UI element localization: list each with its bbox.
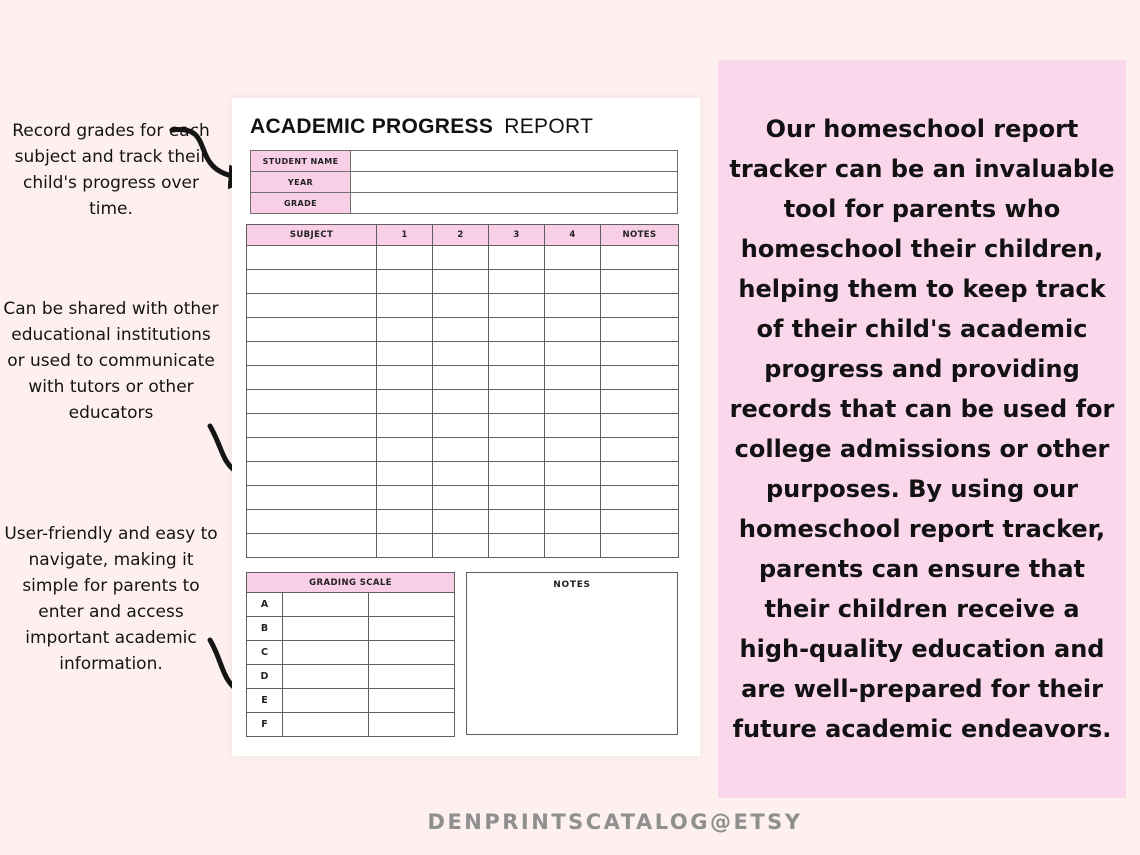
empty-cell	[247, 390, 377, 414]
grading-row	[247, 665, 455, 689]
empty-cell	[545, 462, 601, 486]
column-header-term3: 3	[489, 225, 545, 246]
empty-cell	[433, 366, 489, 390]
empty-cell	[283, 713, 369, 737]
empty-cell	[545, 366, 601, 390]
empty-cell	[545, 246, 601, 270]
empty-cell	[247, 414, 377, 438]
empty-cell	[247, 270, 377, 294]
subject-table-body	[247, 246, 679, 558]
column-header-notes: NOTES	[601, 225, 679, 246]
grading-row	[247, 689, 455, 713]
student-name-label: STUDENT NAME	[251, 151, 351, 172]
empty-cell	[433, 534, 489, 558]
subject-row	[247, 390, 679, 414]
empty-cell	[489, 318, 545, 342]
empty-cell	[545, 510, 601, 534]
grading-row	[247, 593, 455, 617]
empty-cell	[601, 510, 679, 534]
empty-cell	[377, 246, 433, 270]
empty-cell	[601, 318, 679, 342]
student-name-row	[251, 151, 678, 172]
empty-cell	[377, 270, 433, 294]
column-header-term4: 4	[545, 225, 601, 246]
subject-row	[247, 438, 679, 462]
year-row	[251, 172, 678, 193]
empty-cell	[283, 665, 369, 689]
student-info-table	[250, 150, 678, 214]
empty-cell	[433, 342, 489, 366]
grade-letter: D	[247, 665, 283, 689]
empty-cell	[489, 270, 545, 294]
subject-row	[247, 366, 679, 390]
grading-row	[247, 641, 455, 665]
grade-letter: F	[247, 713, 283, 737]
empty-cell	[369, 617, 455, 641]
empty-cell	[489, 510, 545, 534]
year-label: YEAR	[251, 172, 351, 193]
empty-cell	[247, 462, 377, 486]
empty-cell	[545, 294, 601, 318]
notes-box-label: NOTES	[553, 580, 591, 590]
empty-cell	[377, 510, 433, 534]
annotation-shareable: Can be shared with other educational institutions or used to communicate with tutors or other educators	[3, 299, 219, 423]
page-title-bold: ACADEMIC PROGRESS	[250, 115, 494, 138]
empty-cell	[377, 462, 433, 486]
empty-cell	[247, 510, 377, 534]
subject-row	[247, 294, 679, 318]
annotation-user-friendly: User-friendly and easy to navigate, making it simple for parents to enter and access important academic information.	[4, 524, 218, 674]
empty-cell	[601, 366, 679, 390]
empty-cell	[601, 486, 679, 510]
grading-scale-body	[247, 593, 455, 737]
empty-cell	[433, 438, 489, 462]
subject-row	[247, 510, 679, 534]
grade-row	[251, 193, 678, 214]
empty-cell	[489, 366, 545, 390]
page-title	[250, 115, 593, 139]
empty-cell	[377, 294, 433, 318]
grade-letter: E	[247, 689, 283, 713]
empty-cell	[377, 438, 433, 462]
grading-row	[247, 713, 455, 737]
description-panel	[718, 60, 1126, 798]
empty-cell	[545, 342, 601, 366]
empty-cell	[377, 534, 433, 558]
empty-cell	[601, 246, 679, 270]
shop-credit: DENPRINTSCATALOG@ETSY	[427, 810, 803, 834]
year-value	[351, 172, 678, 193]
empty-cell	[545, 270, 601, 294]
empty-cell	[601, 342, 679, 366]
empty-cell	[489, 414, 545, 438]
empty-cell	[247, 486, 377, 510]
subject-row	[247, 414, 679, 438]
empty-cell	[489, 342, 545, 366]
empty-cell	[545, 414, 601, 438]
empty-cell	[247, 366, 377, 390]
empty-cell	[247, 246, 377, 270]
empty-cell	[283, 593, 369, 617]
empty-cell	[247, 342, 377, 366]
empty-cell	[433, 510, 489, 534]
grade-letter: A	[247, 593, 283, 617]
empty-cell	[377, 486, 433, 510]
subject-table-header-row	[247, 225, 679, 246]
grade-value	[351, 193, 678, 214]
empty-cell	[369, 593, 455, 617]
empty-cell	[433, 246, 489, 270]
empty-cell	[247, 534, 377, 558]
grade-letter: B	[247, 617, 283, 641]
empty-cell	[247, 438, 377, 462]
subject-row	[247, 246, 679, 270]
empty-cell	[545, 534, 601, 558]
empty-cell	[545, 318, 601, 342]
empty-cell	[601, 390, 679, 414]
page-title-rest: REPORT	[504, 115, 594, 138]
empty-cell	[489, 294, 545, 318]
empty-cell	[489, 462, 545, 486]
empty-cell	[369, 689, 455, 713]
empty-cell	[601, 534, 679, 558]
empty-cell	[283, 641, 369, 665]
empty-cell	[601, 438, 679, 462]
empty-cell	[433, 486, 489, 510]
empty-cell	[433, 294, 489, 318]
annotation-record-grades: Record grades for each subject and track their child's progress over time.	[12, 121, 210, 219]
empty-cell	[369, 713, 455, 737]
empty-cell	[377, 390, 433, 414]
empty-cell	[369, 641, 455, 665]
empty-cell	[545, 438, 601, 462]
empty-cell	[377, 414, 433, 438]
grade-label: GRADE	[251, 193, 351, 214]
grading-scale-table	[246, 572, 455, 737]
empty-cell	[283, 617, 369, 641]
column-header-term1: 1	[377, 225, 433, 246]
empty-cell	[489, 438, 545, 462]
empty-cell	[433, 270, 489, 294]
report-page	[232, 98, 700, 756]
column-header-subject: SUBJECT	[247, 225, 377, 246]
empty-cell	[433, 318, 489, 342]
empty-cell	[545, 390, 601, 414]
empty-cell	[601, 294, 679, 318]
empty-cell	[377, 366, 433, 390]
grading-row	[247, 617, 455, 641]
description-text: Our homeschool report tracker can be an invaluable tool for parents who homeschool their children, helping them to keep track of their child's academic progress and providing records that can be used for college admissions or other purposes. By using our homeschool report tracker, parents can ensure that their children receive a high-quality education and are well-prepared for their future academic endeavors.	[729, 115, 1115, 743]
subject-row	[247, 462, 679, 486]
subject-row	[247, 342, 679, 366]
empty-cell	[377, 318, 433, 342]
grading-scale-header-row	[247, 573, 455, 593]
empty-cell	[377, 342, 433, 366]
subject-row	[247, 270, 679, 294]
empty-cell	[369, 665, 455, 689]
subject-row	[247, 486, 679, 510]
empty-cell	[489, 246, 545, 270]
empty-cell	[601, 462, 679, 486]
empty-cell	[433, 390, 489, 414]
grade-letter: C	[247, 641, 283, 665]
empty-cell	[601, 270, 679, 294]
empty-cell	[247, 318, 377, 342]
subject-row	[247, 318, 679, 342]
student-name-value	[351, 151, 678, 172]
empty-cell	[247, 294, 377, 318]
empty-cell	[545, 486, 601, 510]
empty-cell	[489, 486, 545, 510]
subject-table	[246, 224, 679, 558]
empty-cell	[489, 534, 545, 558]
empty-cell	[489, 390, 545, 414]
empty-cell	[433, 462, 489, 486]
grading-scale-title: GRADING SCALE	[247, 573, 455, 593]
notes-box	[466, 572, 678, 735]
subject-row	[247, 534, 679, 558]
empty-cell	[433, 414, 489, 438]
column-header-term2: 2	[433, 225, 489, 246]
empty-cell	[283, 689, 369, 713]
empty-cell	[601, 414, 679, 438]
